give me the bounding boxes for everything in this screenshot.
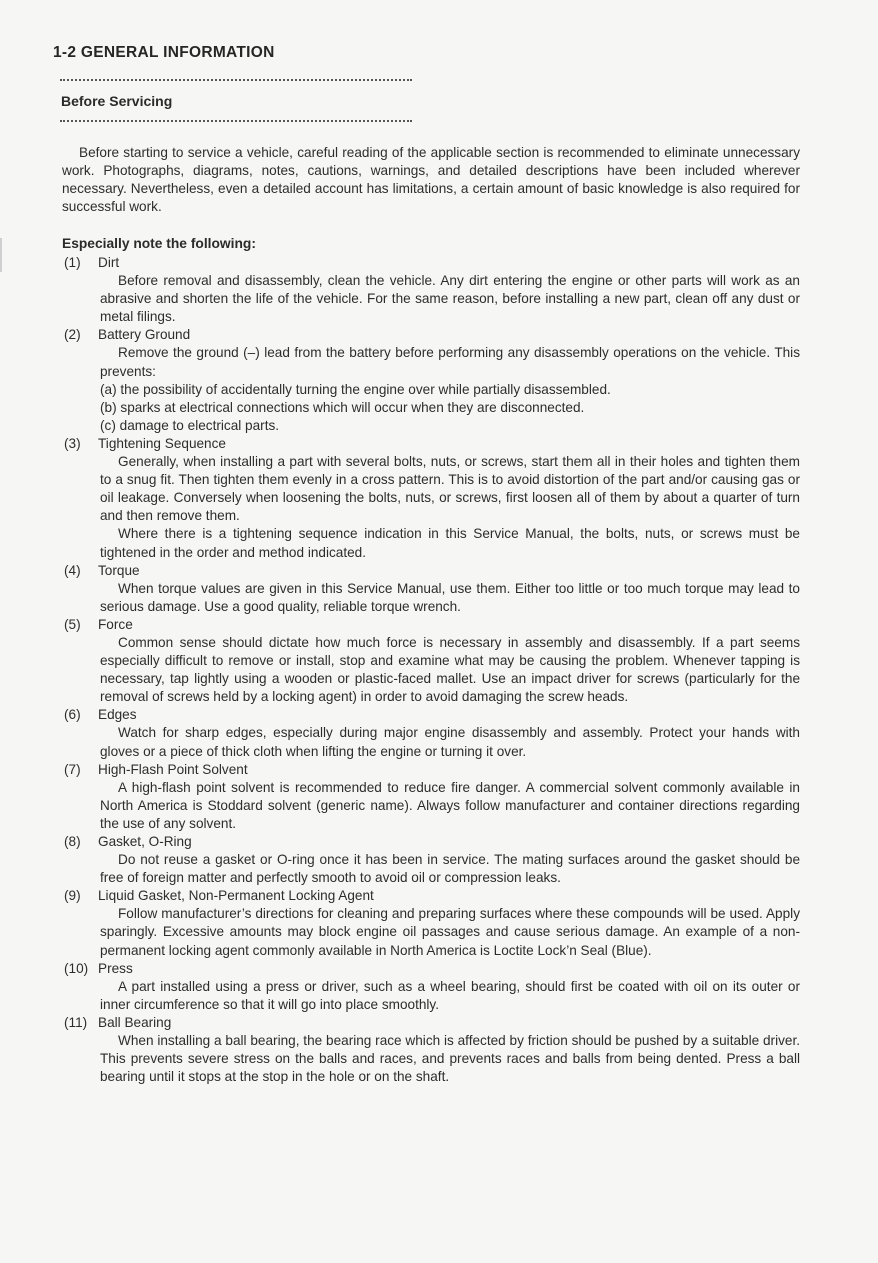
- note-item-title: [62, 833, 800, 851]
- note-item-title: [62, 326, 800, 344]
- note-item-title: [62, 435, 800, 453]
- note-item: [62, 960, 800, 1014]
- note-item-heading: Liquid Gasket, Non-Permanent Locking Agent: [98, 888, 374, 904]
- note-item: [62, 1014, 800, 1086]
- note-item-heading: Battery Ground: [98, 327, 191, 343]
- note-item-title: [62, 562, 800, 580]
- note-item-heading: Tightening Sequence: [98, 435, 226, 451]
- note-item-heading: Force: [98, 616, 133, 632]
- note-item-paragraph: When installing a ball bearing, the bearing race which is affected by friction should be pushed by a suitable driver. This prevents severe stress on the balls and races, and prevents races and balls from being dented. Press a ball bearing until it stops at the stop in the hole or on the shaft.: [100, 1033, 800, 1085]
- note-item-paragraph: A part installed using a press or driver, such as a wheel bearing, should first be coated with oil on its outer or inner circumference so that it will go into place smoothly.: [100, 978, 800, 1012]
- note-item-number: (4): [64, 562, 81, 578]
- note-item-paragraph: Generally, when installing a part with several bolts, nuts, or screws, start them all in their holes and tighten them to a snug fit. Then tighten them evenly in a cross pattern. This is to avoid distortion of the part and/or causing gas or oil leakage. Conversely when loosening the bolts, nuts, or screws, first loosen all of them by about a quarter of turn and then remove them.: [100, 454, 800, 524]
- page-header: 1-2 GENERAL INFORMATION: [53, 44, 275, 61]
- note-item-number: (7): [64, 761, 81, 777]
- notes-list: [62, 254, 800, 1086]
- note-item: [62, 254, 800, 326]
- note-item-number: (2): [64, 327, 81, 343]
- note-item-heading: Press: [98, 960, 133, 976]
- dotted-rule-top: [60, 79, 412, 81]
- note-item: [62, 887, 800, 959]
- note-item: [62, 706, 800, 760]
- note-item: [62, 435, 800, 562]
- note-item-title: [62, 1014, 800, 1032]
- note-item-subpoint: (c) damage to electrical parts.: [100, 417, 280, 433]
- note-item-paragraph: Do not reuse a gasket or O-ring once it has been in service. The mating surfaces around the gasket should be free of foreign matter and perfectly smooth to avoid oil or compression leaks.: [100, 852, 800, 886]
- note-item-paragraph: Where there is a tightening sequence indication in this Service Manual, the bolts, nuts, or screws must be tightened in the order and method indicated.: [100, 526, 800, 560]
- note-item-paragraph: A high-flash point solvent is recommended to reduce fire danger. A commercial solvent commonly available in North America is Stoddard solvent (generic name). Always follow manufacturer and container directions regarding the use of any solvent.: [100, 779, 800, 831]
- note-item-paragraph: Follow manufacturer’s directions for cleaning and preparing surfaces where these compounds will be used. Apply sparingly. Excessive amounts may block engine oil passages and cause serious damage. An example of a non-permanent locking agent commonly available in North America is Loctite Lock’n Seal (Blue).: [100, 906, 800, 958]
- note-item-paragraph: Common sense should dictate how much force is necessary in assembly and disassembly. If a part seems especially difficult to remove or install, stop and examine what may be causing the problem. Whenever tapping is necessary, tap lightly using a wooden or plastic-faced mallet. Use an impact driver for screws (particularly for the removal of screws held by a locking agent) in order to avoid damaging the screw heads.: [100, 634, 800, 705]
- note-item-paragraph: Before removal and disassembly, clean the vehicle. Any dirt entering the engine or other parts will work as an abrasive and shorten the life of the vehicle. For the same reason, before installing a new part, clean off any dust or metal filings.: [100, 273, 800, 325]
- note-item-number: (8): [64, 834, 81, 849]
- note-item-number: (1): [64, 255, 81, 270]
- note-item-heading: Ball Bearing: [98, 1014, 172, 1030]
- note-item: [62, 562, 800, 616]
- note-item-heading: High-Flash Point Solvent: [98, 761, 248, 777]
- note-item-title: [62, 761, 800, 779]
- note-item-paragraph: When torque values are given in this Service Manual, use them. Either too little or too much torque may lead to serious damage. Use a good quality, reliable torque wrench.: [100, 580, 800, 614]
- note-item-heading: Torque: [98, 562, 140, 578]
- dotted-rule-bottom: [60, 120, 412, 122]
- note-item-subpoint: (b) sparks at electrical connections which will occur when they are disconnected.: [100, 399, 585, 415]
- note-item-paragraph: Remove the ground (–) lead from the battery before performing any disassembly operations on the vehicle. This prevents:: [100, 345, 800, 379]
- note-item-subpoint: (a) the possibility of accidentally turning the engine over while partially disassembled.: [100, 381, 611, 397]
- note-item: [62, 833, 800, 887]
- note-heading: Especially note the following:: [62, 236, 256, 251]
- note-item-title: [62, 706, 800, 724]
- note-item-heading: Dirt: [98, 255, 120, 270]
- note-item-number: (11): [64, 1014, 88, 1030]
- note-item-number: (10): [64, 960, 89, 976]
- note-item-heading: Gasket, O-Ring: [98, 834, 192, 849]
- note-item-title: [62, 616, 800, 634]
- note-item-number: (3): [64, 435, 81, 451]
- section-title: Before Servicing: [61, 93, 173, 109]
- note-item: [62, 761, 800, 833]
- intro-paragraph: Before starting to service a vehicle, careful reading of the applicable section is recommended to eliminate unnecessary work. Photographs, diagrams, notes, cautions, warnings, and detailed descriptions have been included wherever necessary. Nevertheless, even a detailed account has limitations, a certain amount of basic knowledge is also required for successful work.: [62, 145, 800, 215]
- note-item-number: (9): [64, 888, 81, 904]
- note-item-number: (6): [64, 707, 81, 723]
- note-item-title: [62, 887, 800, 905]
- note-item-number: (5): [64, 616, 81, 632]
- note-item: [62, 616, 800, 706]
- note-item-title: [62, 960, 800, 978]
- note-item: [62, 326, 800, 435]
- note-item-heading: Edges: [98, 707, 137, 723]
- scan-edge-mark: [0, 238, 2, 272]
- note-item-paragraph: Watch for sharp edges, especially during major engine disassembly and assembly. Protect your hands with gloves or a piece of thick cloth when lifting the engine or turning it over.: [100, 725, 800, 759]
- note-item-title: [62, 254, 800, 272]
